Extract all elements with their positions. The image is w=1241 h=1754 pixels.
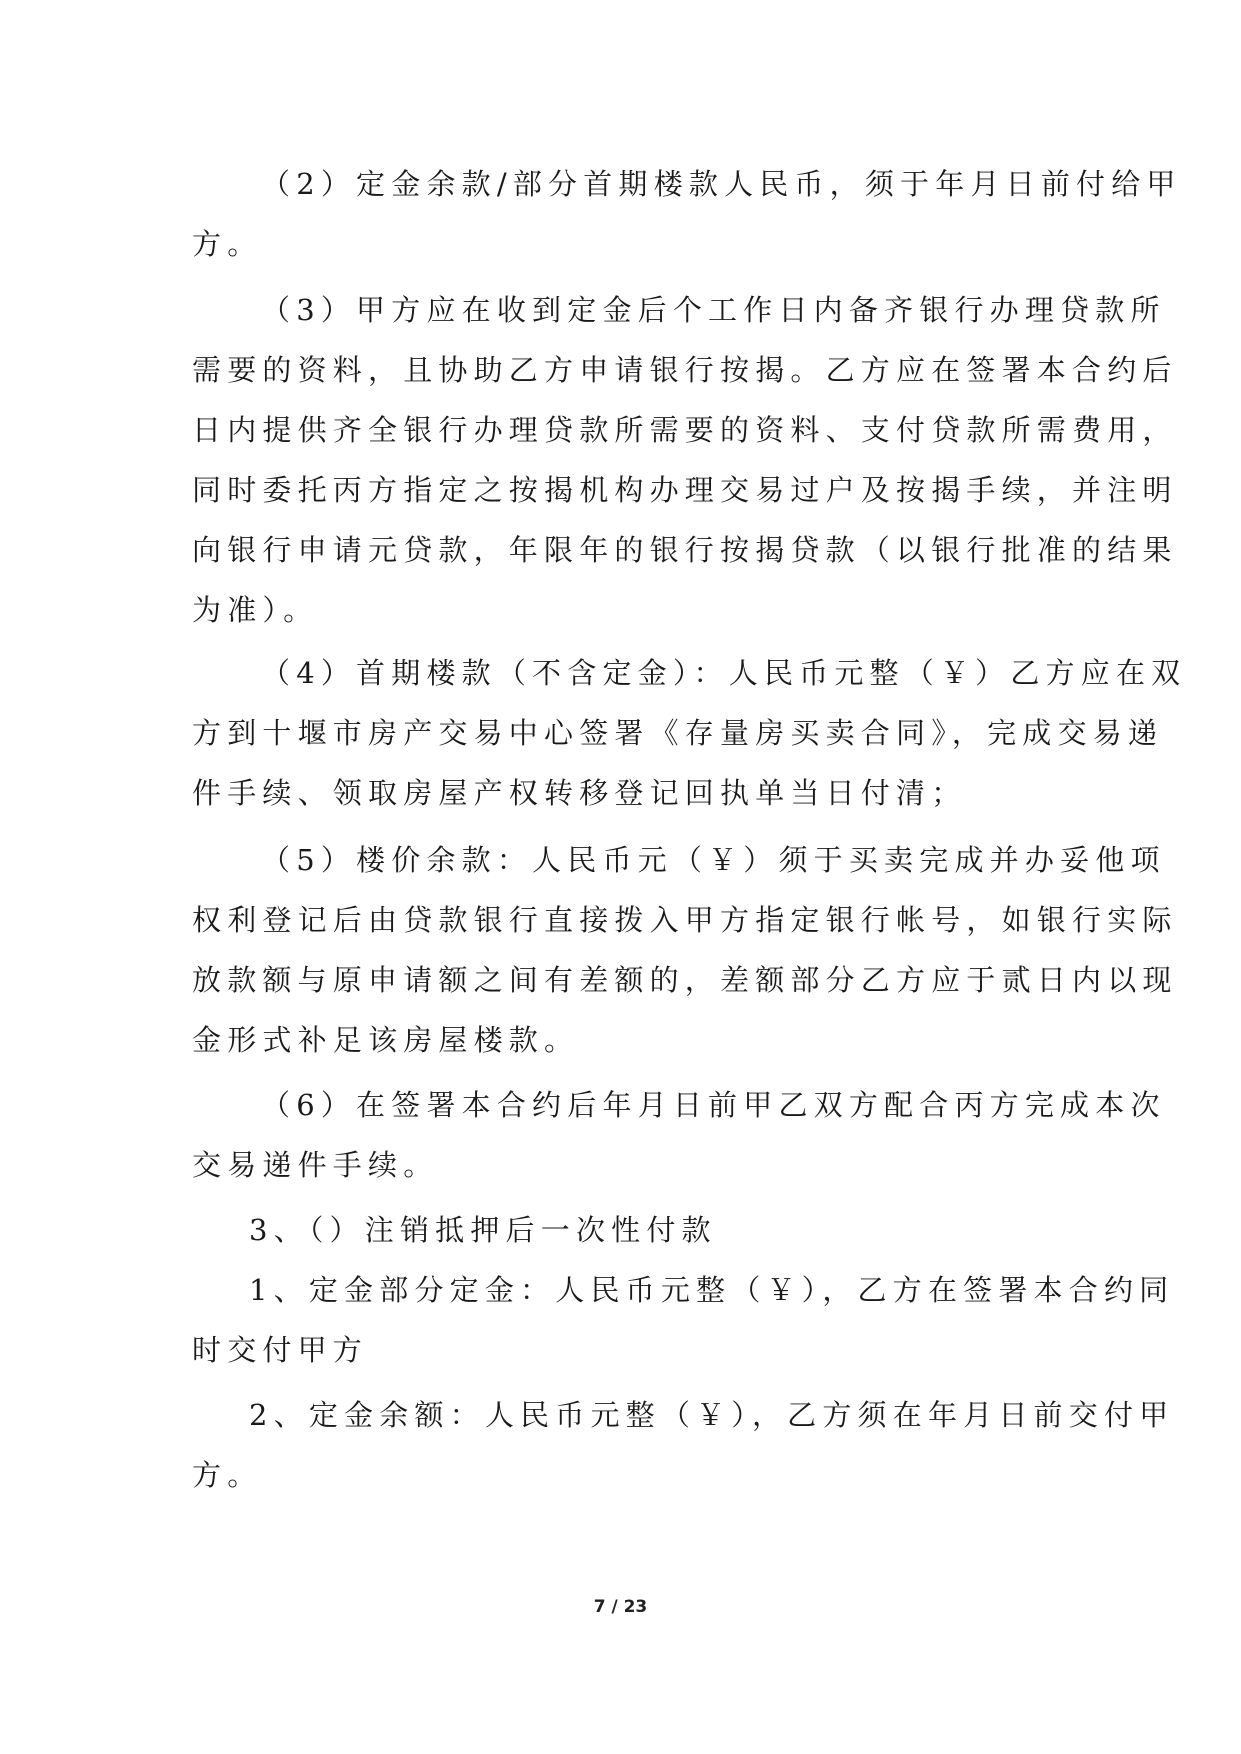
paragraph-line: 方。 <box>192 227 263 261</box>
paragraph-line: 件手续、领取房屋产权转移登记回执单当日付清； <box>192 776 967 810</box>
paragraph-line: 交易递件手续。 <box>192 1148 439 1182</box>
paragraph-line: 需要的资料，且协助乙方申请银行按揭。乙方应在签署本合约后 <box>192 353 1178 387</box>
paragraph-line: 方。 <box>192 1458 263 1492</box>
paragraph-line: （2）定金余款/部分首期楼款人民币，须于年月日前付给甲 <box>261 167 1182 201</box>
paragraph-line: 时交付甲方 <box>192 1333 369 1367</box>
paragraph-line: 为准）。 <box>192 593 319 627</box>
section-heading: 3、（）注销抵押后一次性付款 <box>249 1213 717 1247</box>
paragraph-line: 日内提供齐全银行办理贷款所需要的资料、支付贷款所需费用， <box>192 413 1178 447</box>
paragraph-line: 方到十堰市房产交易中心签署《存量房买卖合同》，完成交易递 <box>192 716 1164 750</box>
paragraph-line: 2、定金余额：人民币元整（￥），乙方须在年月日前交付甲 <box>249 1398 1175 1432</box>
paragraph-line: 向银行申请元贷款，年限年的银行按揭贷款（以银行批准的结果 <box>192 533 1178 567</box>
paragraph-line: 权利登记后由贷款银行直接拨入甲方指定银行帐号，如银行实际 <box>192 903 1178 937</box>
paragraph-line: （5）楼价余款：人民币元（￥）须于买卖完成并办妥他项 <box>261 843 1166 877</box>
paragraph-line: 金形式补足该房屋楼款。 <box>192 1023 580 1057</box>
paragraph-line: （3）甲方应在收到定金后个工作日内备齐银行办理贷款所 <box>261 293 1166 327</box>
paragraph-line: 放款额与原申请额之间有差额的，差额部分乙方应于贰日内以现 <box>192 963 1178 997</box>
paragraph-line: 同时委托丙方指定之按揭机构办理交易过户及按揭手续，并注明 <box>192 473 1178 507</box>
paragraph-line: （4）首期楼款（不含定金）：人民币元整（￥）乙方应在双 <box>261 656 1187 690</box>
paragraph-line: （6）在签署本合约后年月日前甲乙双方配合丙方完成本次 <box>261 1088 1166 1122</box>
paragraph-line: 1、定金部分定金：人民币元整（￥），乙方在签署本合约同 <box>249 1273 1175 1307</box>
page-number: 7 / 23 <box>593 1597 648 1617</box>
